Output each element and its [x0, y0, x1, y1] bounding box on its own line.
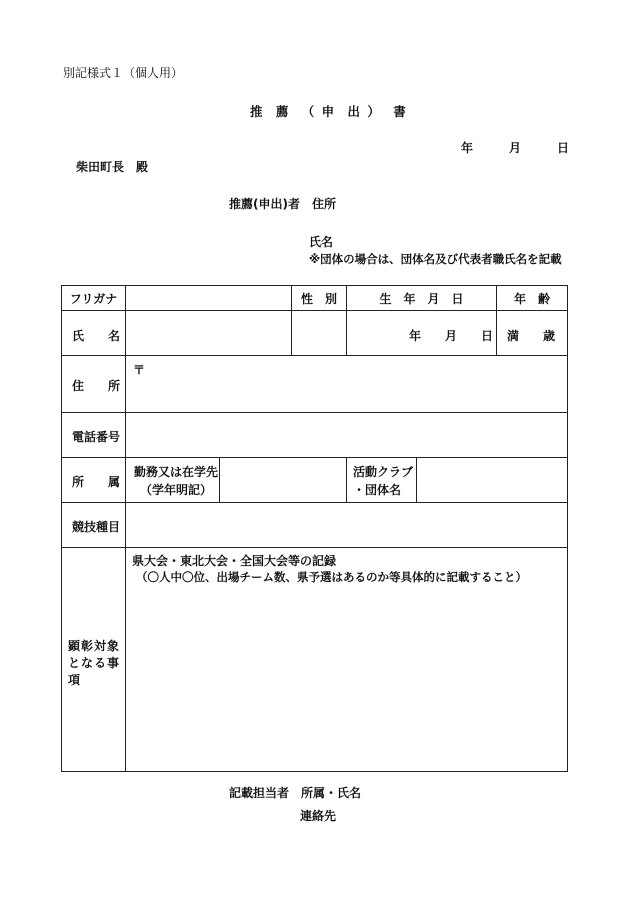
affiliation-label-cell	[61, 457, 126, 503]
workplace-label-cell	[125, 457, 220, 503]
birth-date-label: 生 年 月 日	[379, 291, 464, 306]
date-month: 月	[509, 141, 522, 155]
date-day: 日	[557, 141, 570, 155]
workplace-label: 勤務又は在学先	[134, 465, 219, 479]
records-note: （〇人中〇位、出場チーム数、県予選はあるのか等具体的に記載すること）	[136, 570, 527, 584]
title-char: ）	[367, 104, 380, 119]
title-char: （	[301, 104, 315, 119]
club-label-cell	[346, 457, 417, 503]
title-char: 推	[250, 104, 263, 119]
phone-label-cell	[61, 412, 126, 458]
age-label: 年 齢	[513, 291, 550, 306]
title-char: 申	[321, 104, 335, 119]
club-label-sub: ・団体名	[353, 483, 402, 497]
furigana-label: フリガナ	[69, 291, 118, 306]
title-char: 出	[347, 104, 361, 119]
postal-mark: 〒	[133, 363, 146, 377]
gender-field[interactable]	[291, 310, 347, 356]
form-label: 別記様式１（個人用）	[63, 66, 184, 80]
addressee: 柴田町長 殿	[76, 160, 149, 174]
address-label-cell	[61, 355, 126, 413]
honor-target-label-cell	[61, 547, 126, 772]
event-field[interactable]	[125, 502, 568, 548]
document-title	[250, 102, 406, 120]
event-label-cell	[61, 502, 126, 548]
club-field[interactable]	[416, 457, 568, 503]
age-field[interactable]	[496, 310, 568, 356]
age-units: 満 歳	[507, 329, 556, 343]
workplace-note: （学年明記）	[140, 483, 213, 497]
address-field[interactable]	[125, 355, 568, 413]
age-label-cell	[496, 285, 568, 311]
birth-date-units: 年 月 日	[409, 329, 494, 343]
group-note: ※団体の場合は、団体名及び代表者職氏名を記載	[309, 252, 562, 266]
club-label: 活動クラブ	[353, 465, 414, 479]
author-label: 記載担当者 所属・氏名	[229, 786, 362, 800]
birth-date-label-cell	[346, 285, 497, 311]
gender-label: 性 別	[300, 291, 337, 306]
honor-target-label: 顕彰対象となる事項	[68, 639, 121, 687]
name-field[interactable]	[125, 310, 292, 356]
recommender-address-label: 推薦(申出)者 住所	[229, 197, 336, 211]
title-char: 薦	[275, 104, 289, 119]
contact-label: 連絡先	[300, 809, 337, 823]
workplace-field[interactable]	[219, 457, 347, 503]
recommender-name-label: 氏名	[309, 235, 334, 249]
name-label: 氏 名	[72, 329, 121, 343]
birth-date-field[interactable]	[346, 310, 497, 356]
gender-label-cell	[291, 285, 347, 311]
records-heading: 県大会・東北大会・全国大会等の記録	[132, 554, 337, 568]
affiliation-label: 所 属	[72, 475, 121, 489]
address-label: 住 所	[72, 379, 121, 393]
phone-field[interactable]	[125, 412, 568, 458]
records-field[interactable]	[125, 547, 568, 772]
title-char: 書	[393, 104, 406, 119]
phone-label: 電話番号	[72, 430, 121, 444]
furigana-field[interactable]	[125, 285, 292, 311]
furigana-label-cell	[61, 285, 126, 311]
application-form-table	[62, 286, 568, 773]
event-label: 競技種目	[72, 520, 121, 534]
date-year: 年	[461, 141, 474, 155]
name-label-cell	[61, 310, 126, 356]
